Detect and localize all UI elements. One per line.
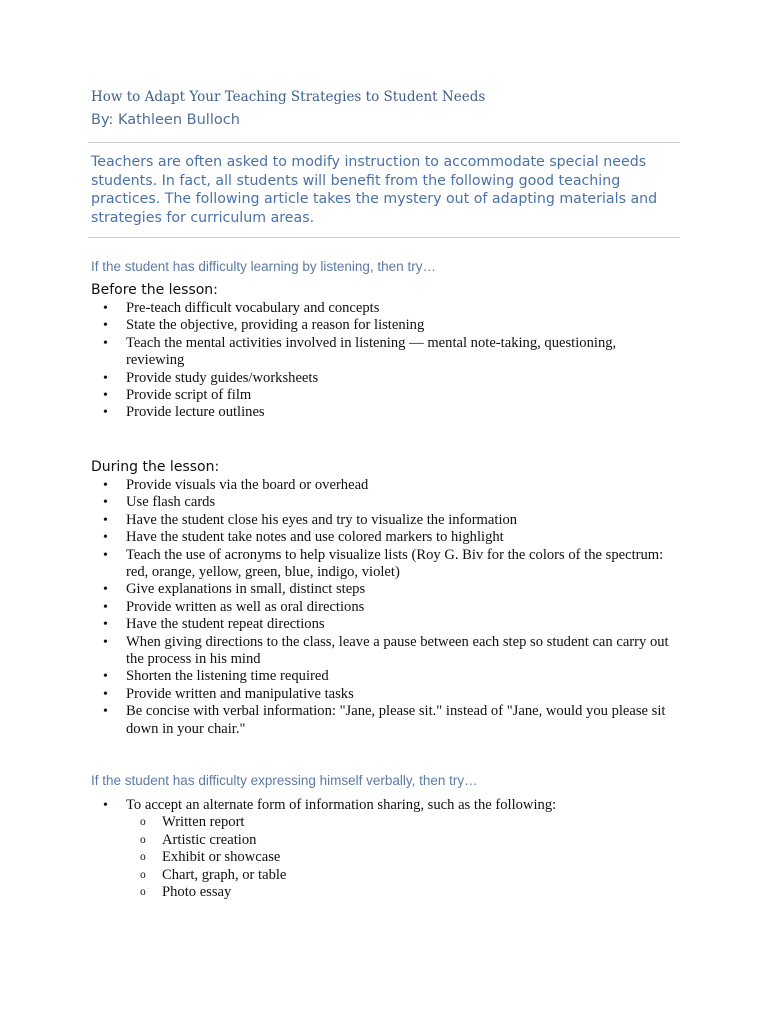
list-item: • Give explanations in small, distinct steps	[126, 581, 674, 598]
list-item: • Use flash cards	[126, 494, 674, 511]
subheading-before-lesson: Before the lesson:	[91, 282, 218, 298]
section-heading-verbal-expression: If the student has difficulty expressing himself verbally, then try…	[91, 773, 478, 788]
sublist-item: o Chart, graph, or table	[162, 867, 674, 884]
sublist-item: o Photo essay	[162, 884, 674, 901]
list-item: • Have the student take notes and use colored markers to highlight	[126, 529, 674, 546]
list-item-text: To accept an alternate form of information sharing, such as the following:	[126, 797, 557, 813]
before-lesson-list	[126, 300, 674, 422]
list-item: • Provide visuals via the board or overhead	[126, 477, 674, 494]
list-item: • Provide study guides/worksheets	[126, 370, 674, 387]
list-item: • Provide script of film	[126, 387, 674, 404]
sublist-item: o Exhibit or showcase	[162, 849, 674, 866]
list-item: • Teach the mental activities involved in listening — mental note-taking, questioning, reviewing	[126, 335, 674, 370]
sublist-item: o Written report	[162, 814, 674, 831]
sublist-item: o Artistic creation	[162, 832, 674, 849]
section-heading-listening: If the student has difficulty learning by listening, then try…	[91, 259, 436, 274]
intro-paragraph: Teachers are often asked to modify instruction to accommodate special needs students. In fact, all students will benefit from the following good teaching practices. The following article takes the mystery out of adapting materials and strategies for curriculum areas.	[91, 154, 658, 226]
list-item	[126, 797, 674, 901]
divider	[88, 142, 680, 143]
list-item: • Teach the use of acronyms to help visualize lists (Roy G. Biv for the colors of the spectrum: red, orange, yellow, green, blue, indigo, violet)	[126, 547, 674, 582]
list-item: • Provide written as well as oral directions	[126, 599, 674, 616]
list-item: • Have the student close his eyes and try to visualize the information	[126, 512, 674, 529]
list-item: • State the objective, providing a reason for listening	[126, 317, 674, 334]
list-item: • When giving directions to the class, leave a pause between each step so student can carry out the process in his mind	[126, 634, 674, 669]
list-item: • Pre-teach difficult vocabulary and concepts	[126, 300, 674, 317]
list-item: • Be concise with verbal information: "Jane, please sit." instead of "Jane, would you please sit down in your chair."	[126, 703, 674, 738]
divider	[88, 237, 680, 238]
author-byline: By: Kathleen Bulloch	[91, 112, 240, 128]
list-item: • Have the student repeat directions	[126, 616, 674, 633]
subheading-during-lesson: During the lesson:	[91, 459, 220, 475]
during-lesson-list	[126, 477, 674, 738]
verbal-expression-list	[126, 797, 674, 901]
list-item: • Shorten the listening time required	[126, 668, 674, 685]
list-item: • Provide written and manipulative tasks	[126, 686, 674, 703]
document-title: How to Adapt Your Teaching Strategies to Student Needs	[91, 89, 486, 105]
list-item: • Provide lecture outlines	[126, 404, 674, 421]
alternate-forms-sublist	[126, 814, 674, 901]
